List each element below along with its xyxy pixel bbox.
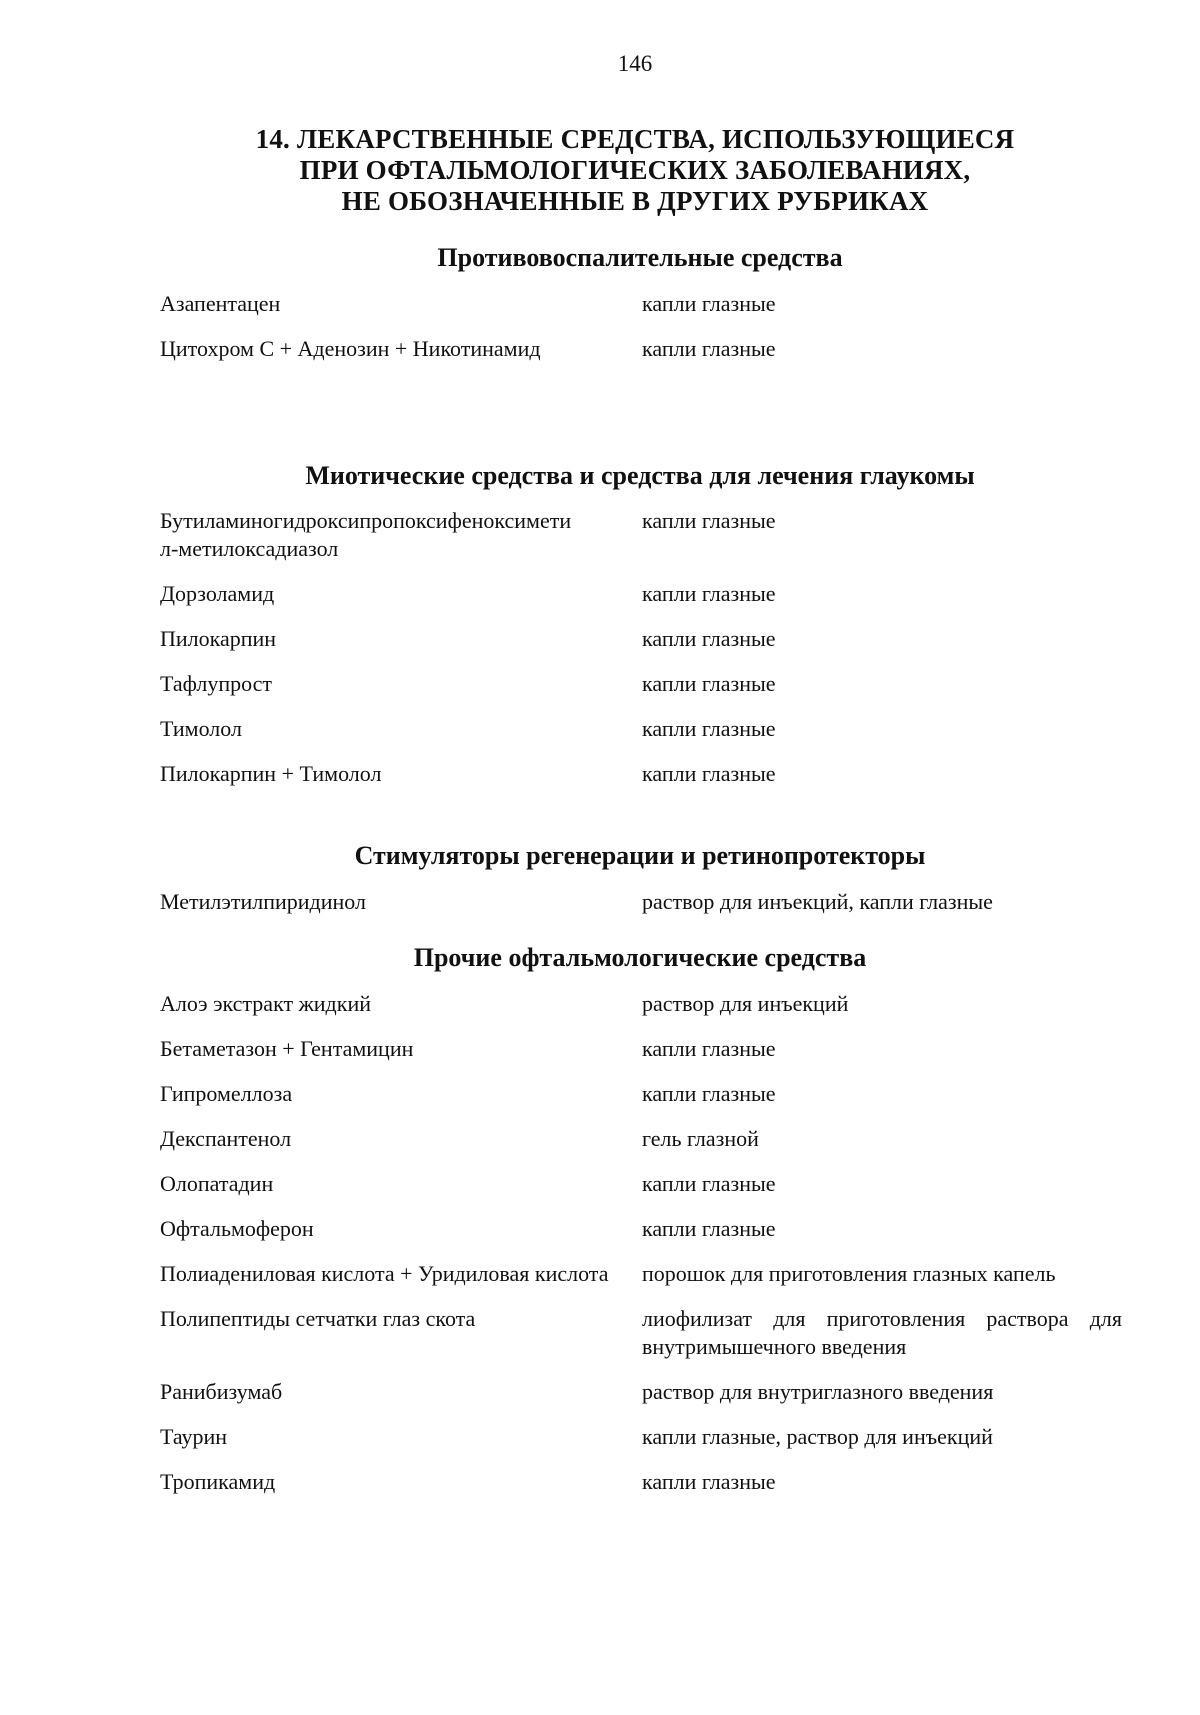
drug-row (160, 1468, 1150, 1496)
drug-row (160, 760, 1150, 788)
drug-name: Таурин (160, 1424, 228, 1449)
drug-name: Алоэ экстракт жидкий (160, 991, 371, 1016)
drug-row (160, 580, 1150, 608)
drug-form: капли глазные (642, 1081, 776, 1106)
drug-name: Цитохром С + Аденозин + Никотинамид (160, 336, 541, 361)
drug-form: капли глазные (642, 581, 776, 606)
drug-form: капли глазные (642, 1036, 776, 1061)
section-regeneration (160, 840, 1150, 916)
drug-row (160, 1215, 1150, 1243)
drug-row (160, 1035, 1150, 1063)
drug-row (160, 1125, 1150, 1153)
drug-row (160, 670, 1150, 698)
drug-name: Бетаметазон + Гентамицин (160, 1036, 414, 1061)
drug-form: порошок для приготовления глазных капель (642, 1261, 1056, 1286)
drug-name: Ранибизумаб (160, 1379, 283, 1404)
drug-form: капли глазные, раствор для инъекций (642, 1424, 993, 1449)
section-miotics-glaucoma (160, 460, 1150, 788)
chapter-title (200, 124, 1070, 217)
drug-row (160, 1378, 1150, 1406)
drug-form: капли глазные (642, 1469, 776, 1494)
drug-row (160, 507, 1150, 563)
drug-row (160, 1080, 1150, 1108)
drug-name: Пилокарпин (160, 626, 277, 651)
drug-name: Офтальмоферон (160, 1216, 314, 1241)
drug-name: Метилэтилпиридинол (160, 889, 366, 914)
drug-name: Тафлупрост (160, 671, 273, 696)
page-number: 146 (617, 51, 653, 76)
drug-row (160, 1260, 1150, 1288)
drug-form: лиофилизат для приготовления раствора для внутримышечного введения (642, 1306, 1122, 1359)
drug-form: капли глазные (642, 336, 776, 361)
drug-form: раствор для инъекций, капли глазные (642, 889, 993, 914)
drug-name: Декспантенол (160, 1126, 292, 1151)
drug-form: капли глазные (642, 291, 776, 316)
drug-name-line: л-метилоксадиазол (160, 536, 339, 561)
drug-form: раствор для инъекций (642, 991, 849, 1016)
drug-row (160, 990, 1150, 1018)
drug-row (160, 1423, 1150, 1451)
drug-name: Тропикамид (160, 1469, 276, 1494)
drug-name: Тимолол (160, 716, 242, 741)
drug-form: капли глазные (642, 671, 776, 696)
drug-row (160, 715, 1150, 743)
drug-row (160, 888, 1150, 916)
chapter-title-line: ПРИ ОФТАЛЬМОЛОГИЧЕСКИХ ЗАБОЛЕВАНИЯХ, (299, 155, 971, 185)
chapter-title-line: НЕ ОБОЗНАЧЕННЫЕ В ДРУГИХ РУБРИКАХ (341, 186, 929, 216)
drug-form: капли глазные (642, 761, 776, 786)
drug-name: Полипептиды сетчатки глаз скота (160, 1306, 476, 1331)
section-heading: Прочие офтальмологические средства (413, 943, 867, 972)
drug-name: Пилокарпин + Тимолол (160, 761, 382, 786)
section-heading: Миотические средства и средства для лечения глаукомы (305, 461, 975, 490)
drug-name: Олопатадин (160, 1171, 274, 1196)
drug-form: капли глазные (642, 716, 776, 741)
drug-row (160, 625, 1150, 653)
drug-name: Дорзоламид (160, 581, 275, 606)
drug-name (160, 507, 642, 563)
drug-name-line: Бутиламиногидроксипропоксифеноксимети (160, 508, 572, 533)
drug-name: Полиадениловая кислота + Уридиловая кислота (160, 1261, 609, 1286)
drug-row (160, 335, 1150, 363)
drug-name: Азапентацен (160, 291, 281, 316)
section-heading: Стимуляторы регенерации и ретинопротекторы (354, 841, 926, 870)
drug-form: капли глазные (642, 508, 776, 533)
drug-row (160, 1305, 1150, 1361)
drug-form: капли глазные (642, 1171, 776, 1196)
drug-row (160, 1170, 1150, 1198)
section-heading: Противовоспалительные средства (437, 243, 843, 272)
drug-form: капли глазные (642, 1216, 776, 1241)
chapter-title-line: 14. ЛЕКАРСТВЕННЫЕ СРЕДСТВА, ИСПОЛЬЗУЮЩИЕСЯ (255, 124, 1015, 154)
section-other (160, 942, 1150, 1496)
drug-form: капли глазные (642, 626, 776, 651)
drug-name: Гипромеллоза (160, 1081, 293, 1106)
drug-form: раствор для внутриглазного введения (642, 1379, 994, 1404)
section-anti-inflammatory (160, 242, 1150, 363)
drug-row (160, 290, 1150, 318)
drug-form: гель глазной (642, 1126, 759, 1151)
